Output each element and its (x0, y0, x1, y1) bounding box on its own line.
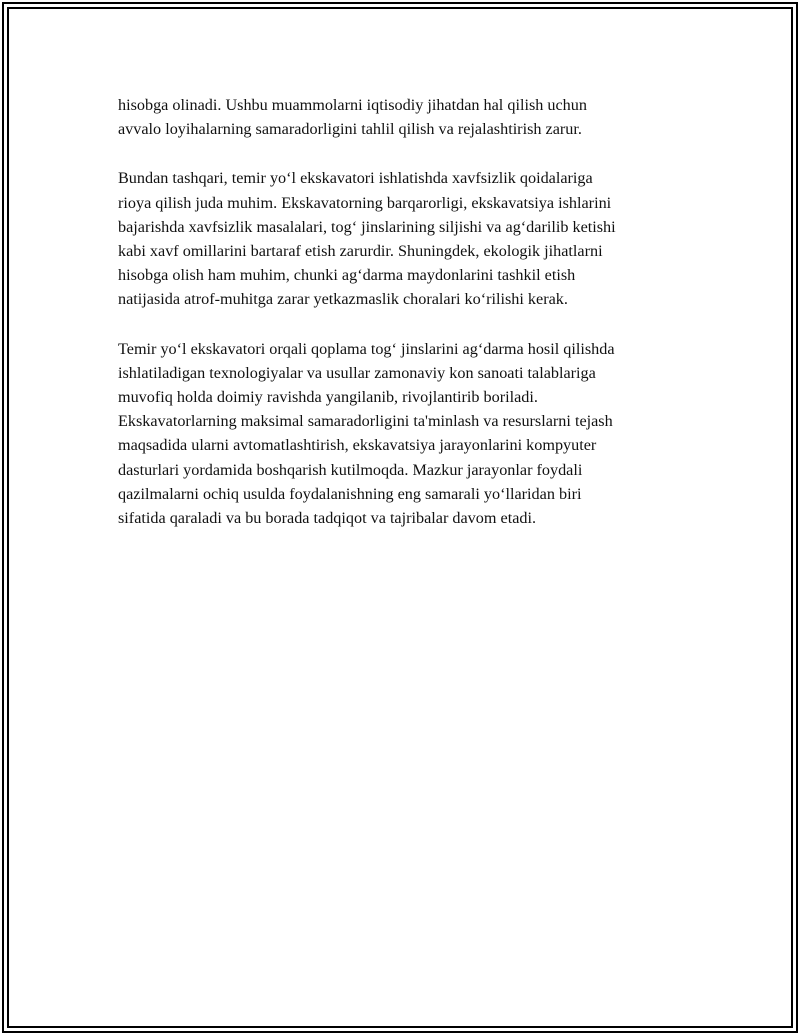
text-line: hisobga olish ham muhim, chunki ag‘darma maydonlarini tashkil etish (118, 266, 576, 285)
text-line: muvofiq holda doimiy ravishda yangilanib, rivojlantirib boriladi. (118, 388, 538, 407)
text-line: sifatida qaraladi va bu borada tadqiqot va tajribalar davom etadi. (118, 509, 537, 528)
paragraph-1 (118, 93, 698, 141)
text-line: dasturlari yordamida boshqarish kutilmoqda. Mazkur jarayonlar foydali (118, 460, 583, 479)
text-line: kabi xavf omillarini bartaraf etish zarurdir. Shuningdek, ekologik jihatlarni (118, 242, 603, 261)
document-body (118, 93, 698, 555)
paragraph-2 (118, 166, 698, 311)
text-line: rioya qilish juda muhim. Ekskavatorning barqarorligi, ekskavatsiya ishlarini (118, 193, 612, 212)
text-line: bajarishda xavfsizlik masalalari, tog‘ jinslarining siljishi va ag‘darilib ketishi (118, 217, 616, 236)
text-line: natijasida atrof-muhitga zarar yetkazmaslik choralari ko‘rilishi kerak. (118, 290, 568, 309)
text-line: Bundan tashqari, temir yo‘l ekskavatori ishlatishda xavfsizlik qoidalariga (118, 169, 593, 188)
text-line: hisobga olinadi. Ushbu muammolarni iqtisodiy jihatdan hal qilish uchun (118, 96, 587, 114)
paragraph-3 (118, 337, 698, 531)
text-line: Temir yo‘l ekskavatori orqali qoplama tog‘ jinslarini ag‘darma hosil qilishda (118, 339, 615, 358)
text-line: qazilmalarni ochiq usulda foydalanishning eng samarali yo‘llaridan biri (118, 484, 582, 503)
text-line: maqsadida ularni avtomatlashtirish, ekskavatsiya jarayonlarini kompyuter (118, 436, 597, 455)
text-line: avvalo loyihalarning samaradorligini tahlil qilish va rejalashtirish zarur. (118, 120, 582, 139)
text-line: ishlatiladigan texnologiyalar va usullar zamonaviy kon sanoati talablariga (118, 363, 596, 382)
text-line: Ekskavatorlarning maksimal samaradorligini ta'minlash va resurslarni tejash (118, 412, 613, 431)
